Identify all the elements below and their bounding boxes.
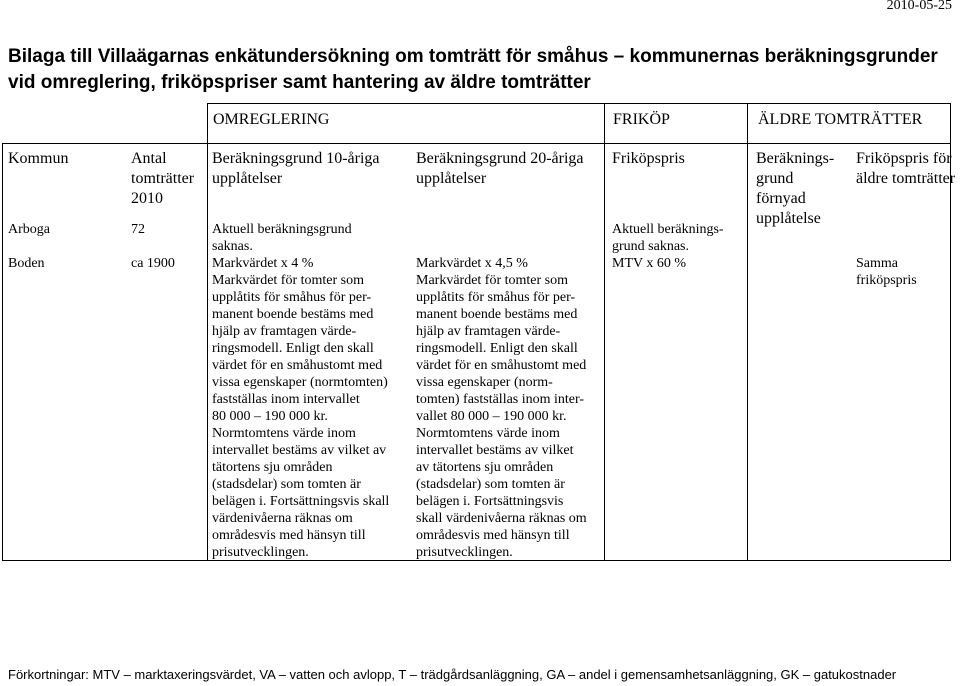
abbreviations-footer: Förkortningar: MTV – marktaxeringsvärdet, VA – vatten och avlopp, T – trädgårdsanläggning, GA – andel i gemensamhetsanläggning, GK – gatukostnader — [8, 667, 897, 682]
row-arboga-antal: 72 — [131, 222, 145, 237]
header-frikopspris: Friköpspris — [612, 150, 685, 167]
document-title: Bilaga till Villaägarnas enkätundersökning om tomträtt för småhus – kommunernas beräkningsgrunder vid omreglering, friköpspriser samt hantering av äldre tomträtter — [8, 46, 938, 93]
group-aldre-tomtratter: ÄLDRE TOMTRÄTTER — [758, 111, 923, 128]
group-omreglering: OMREGLERING — [213, 111, 330, 128]
row-boden-kommun: Boden — [8, 256, 45, 271]
header-frikop-aldre: Friköpspris för äldre tomträtter — [856, 150, 956, 187]
row-arboga-frikopspris: Aktuell beräknings- grund saknas. — [612, 222, 724, 254]
row-boden-frikop-aldre: Samma friköpspris — [856, 256, 917, 288]
group-frikop: FRIKÖP — [613, 111, 670, 128]
document-date: 2010-05-25 — [886, 0, 952, 13]
row-boden-antal: ca 1900 — [131, 256, 175, 271]
header-fornyad: Beräknings- grund förnyad upplåtelse — [756, 150, 835, 227]
header-grund10: Beräkningsgrund 10-åriga upplåtelser — [212, 150, 380, 187]
row-arboga-kommun: Arboga — [8, 222, 50, 237]
row-boden-grund20: Markvärdet x 4,5 % Markvärdet för tomter som upplåtits för småhus för per- manent boende bestäms med hjälp av framtagen värde- ringsmodell. Enligt den skall värdet för en småhustomt med vissa egenskaper (norm- tomten) fastställas inom inter- vallet 80 000 – 190 000 kr. Normtomtens värde inom intervallet bestäms av vilket av tätortens sju områden (stadsdelar) som tomten är belägen i. Fortsättningsvis skall värdenivåerna räknas om områdesvis med hänsyn till prisutvecklingen. — [416, 256, 587, 560]
row-boden-frikopspris: MTV x 60 % — [612, 256, 687, 271]
header-grund20: Beräkningsgrund 20-åriga upplåtelser — [416, 150, 584, 187]
header-antal: Antal tomträtter 2010 — [131, 150, 195, 207]
row-boden-grund10: Markvärdet x 4 % Markvärdet för tomter som upplåtits för småhus för per- manent boende bestäms med hjälp av framtagen värde- ringsmodell. Enligt den skall värdet för en småhustomt med vissa egenskaper (normtomten) fastställas inom intervallet 80 000 – 190 000 kr. Normtomtens värde inom intervallet bestäms av vilket av tätortens sju områden (stadsdelar) som tomten är belägen i. Fortsättningsvis skall värdenivåerna räknas om områdesvis med hänsyn till prisutvecklingen. — [212, 256, 390, 560]
header-kommun: Kommun — [8, 150, 69, 167]
row-arboga-grund10: Aktuell beräkningsgrund saknas. — [212, 222, 352, 254]
